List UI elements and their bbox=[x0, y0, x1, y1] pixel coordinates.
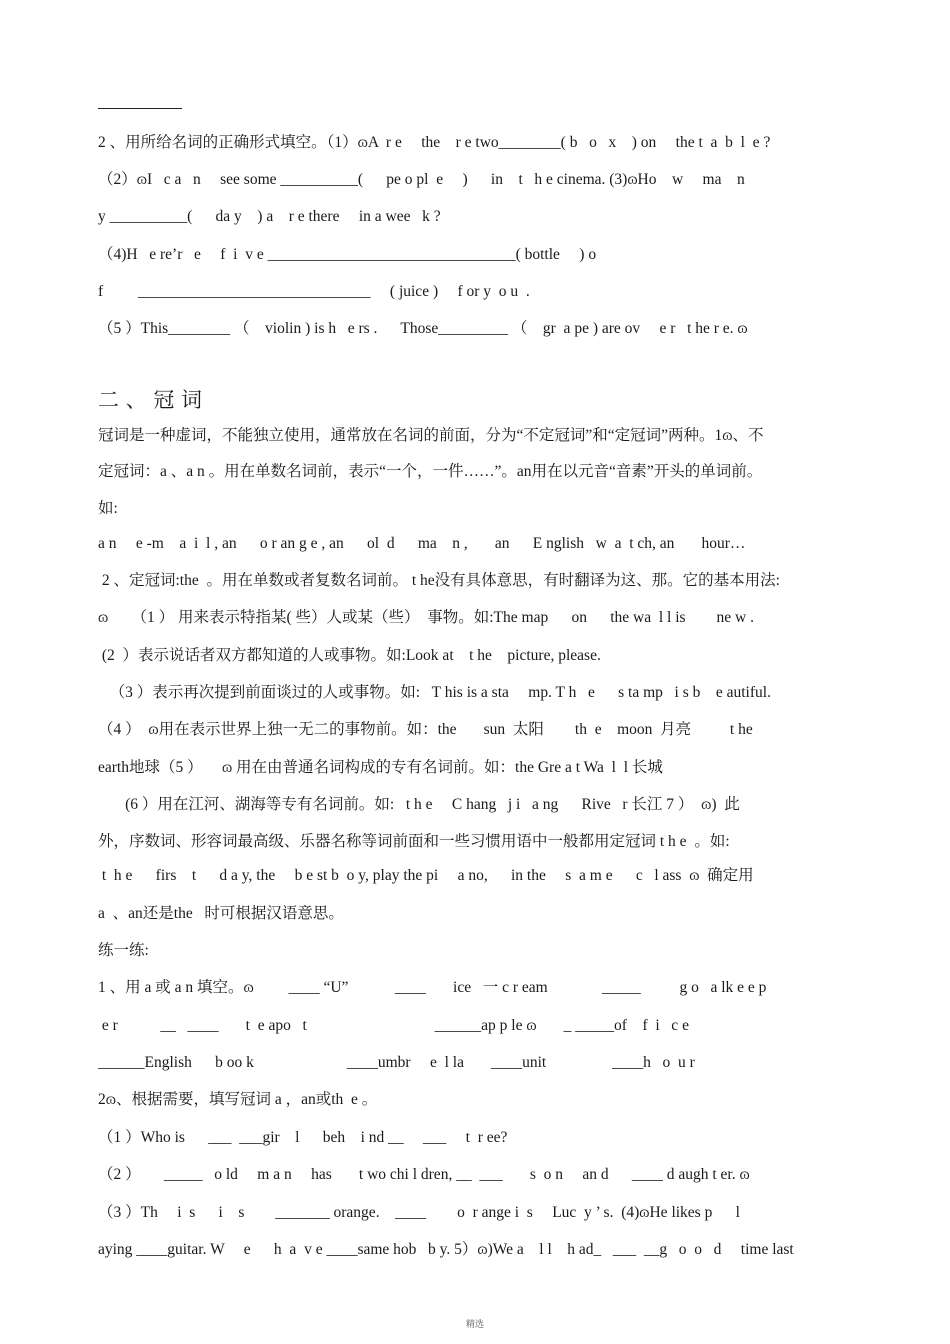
text-line: （3 ）Th i s i s _______ orange. ____ o r ange i s Luc y ’ s. (4)ɷHe likes p l bbox=[98, 1204, 740, 1221]
text-line: e r __ ____ t e apo t ______ap p le ɷ _ _____of f i c e bbox=[98, 1017, 689, 1034]
text-line: 2 、用所给名词的正确形式填空。（1）ɷA r e the r e two________( b o x ) on the t a b l e ? bbox=[98, 134, 771, 151]
text-line: 冠词是一种虚词，不能独立使用，通常放在名词的前面，分为“不定冠词”和“定冠词”两种。1ɷ、不 bbox=[98, 427, 764, 444]
text-line: y __________( da y ) a r e there in a wee k ? bbox=[98, 208, 441, 225]
text-line: 练一练: bbox=[98, 942, 149, 959]
text-line: a n e -m a i l , an o r an g e , an ol d ma n , an E nglish w a t ch, an hour… bbox=[98, 535, 746, 552]
text-line: (2 ）表示说话者双方都知道的人或事物。如:Look at t he picture, please. bbox=[98, 647, 601, 664]
section-heading: 二 、 冠 词 bbox=[98, 388, 203, 412]
text-line: 外，序数词、形容词最高级、乐器名称等词前面和一些习惯用语中一般都用定冠词 t h e 。如: bbox=[98, 833, 730, 850]
text-line: （4 ） ɷ用在表示世界上独一无二的事物前。如：the sun 太阳 th e moon 月亮 t he bbox=[98, 721, 753, 738]
top-blank-rule bbox=[98, 108, 182, 109]
text-line: (6 ）用在江河、湖海等专有名词前。如: t h e C hang j i a ng Rive r 长江 7 ） ɷ) 此 bbox=[98, 796, 740, 813]
text-line: 1 、用 a 或 a n 填空。ɷ ____ “U” ____ ice 一 c r eam _____ g o a lk e e p bbox=[98, 979, 767, 996]
text-line: ɷ （1 ） 用来表示特指某( 些）人或某（些） 事物。如:The map on the wa l l is ne w . bbox=[98, 609, 754, 626]
text-line: 2 、定冠词:the 。用在单数或者复数名词前。 t he没有具体意思，有时翻译为这、那。它的基本用法: bbox=[98, 572, 780, 589]
text-line: 如: bbox=[98, 500, 118, 517]
text-line: ______English b oo k ____umbr e l la ____unit ____h o u r bbox=[98, 1054, 695, 1071]
text-line: （5 ）This________ （ violin ) is h e rs . Those_________ （ gr a pe ) are ov e r t he r e. ɷ bbox=[98, 320, 748, 337]
text-line: 2ɷ、根据需要，填写冠词 a ，an或th e 。 bbox=[98, 1091, 378, 1108]
page-footer: 精选 bbox=[465, 1319, 484, 1329]
text-line: （2 ） _____ o ld m a n has t wo chi l dren, __ ___ s o n an d ____ d augh t er. ɷ bbox=[98, 1166, 750, 1183]
text-line: （2）ɷI c a n see some __________( pe o pl e ) in t h e cinema. (3)ɷHo w ma n bbox=[98, 171, 745, 188]
text-line: aying ____guitar. W e h a v e ____same hob b y. 5）ɷ)We a l l h ad_ ___ __g o o d time last bbox=[98, 1241, 794, 1258]
text-line: （1 ）Who is ___ ___gir l beh i nd __ ___ t r ee? bbox=[98, 1129, 508, 1146]
text-line: earth地球（5 ） ɷ 用在由普通名词构成的专有名词前。如：the Gre a t Wa l l 长城 bbox=[98, 759, 663, 776]
text-line: （4)H e re’r e f i v e ________________________________( bottle ) o bbox=[98, 246, 597, 263]
text-line: （3 ）表示再次提到前面谈过的人或事物。如: T his is a sta mp. T h e s ta mp i s b e autiful. bbox=[98, 684, 771, 701]
text-line: a 、an还是the 时可根据汉语意思。 bbox=[98, 905, 344, 922]
text-line: t h e firs t d a y, the b e st b o y, play the pi a no, in the s a m e c l ass ɷ 确定用 bbox=[98, 867, 754, 884]
text-line: 定冠词：a 、a n 。用在单数名词前，表示“一个，一件……”。an用在以元音“音素”开头的单词前。 bbox=[98, 463, 763, 480]
text-line: f ______________________________ ( juice ) f or y o u . bbox=[98, 283, 530, 300]
